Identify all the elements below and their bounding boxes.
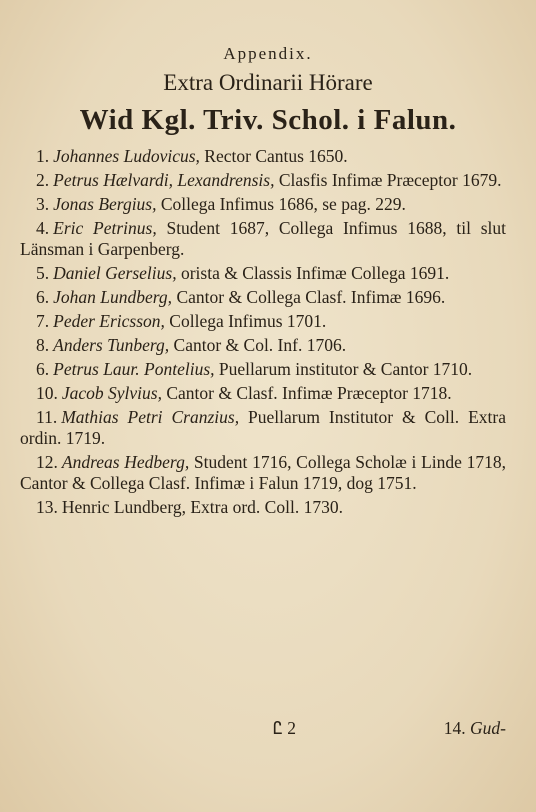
catchword [444,718,506,739]
list-item [20,287,506,308]
entry-name: Daniel Gerselius, [53,263,177,283]
entry-name: Jacob Sylvius, [61,383,162,403]
list-item [20,170,506,191]
entry-name: Peder Ericsson, [53,311,165,331]
entry-text: Clasfis Infimæ Præceptor 1679. [274,170,502,190]
entry-name: Mathias Petri Cranzius, [61,407,240,427]
catchword-text: Gud- [470,718,506,738]
entry-name: Johan Lundberg, [53,287,173,307]
title-line-1: Extra Ordinarii Hörare [163,70,373,95]
entry-text: Henric Lundberg, Extra ord. Coll. 1730. [61,497,343,517]
entry-text: Puellarum Institutor & Coll. Extra ordin. 1719. [20,407,506,448]
list-item [20,407,506,449]
entry-name: Eric Petrinus, [53,218,157,238]
signature-mark: Ꮭ 2 [273,718,296,738]
entry-text: orista & Classis Infimæ Collega 1691. [176,263,450,283]
entry-number: 1. [36,146,50,166]
list-item [20,311,506,332]
entry-number: 5. [36,263,50,283]
list-item [20,146,506,167]
list-item [20,335,506,356]
entry-text: Puellarum institutor & Cantor 1710. [214,359,473,379]
entry-name: Jonas Bergius, [53,194,157,214]
entry-text: Cantor & Col. Inf. 1706. [169,335,347,355]
entry-number: 3. [36,194,50,214]
entry-name: Andreas Hedberg, [61,452,190,472]
entry-number: 10. [36,383,58,403]
entry-number: 6. [36,359,50,379]
title-line-2: Wid Kgl. Triv. Schol. i Falun. [79,104,457,136]
entry-text: Rector Cantus 1650. [199,146,348,166]
entry-name: Petrus Hælvardi, Lexandrensis, [53,170,275,190]
list-item [20,497,506,518]
catchword-number: 14. [443,718,466,738]
entry-name: Anders Tunberg, [53,335,170,355]
entry-text: Student 1716, Collega Scholæ i Linde 1718, Cantor & Collega Clasf. Infimæ i Falun 1719, dog 1751. [20,452,506,493]
entry-number: 4. [36,218,50,238]
entry-number: 6. [36,287,50,307]
entry-name: Petrus Laur. Pontelius, [53,359,215,379]
entry-text: Collega Infimus 1701. [164,311,327,331]
entry-text: Cantor & Collega Clasf. Infimæ 1696. [172,287,446,307]
appendix-heading: Appendix. [223,44,313,63]
entry-text: Cantor & Clasf. Infimæ Præceptor 1718. [161,383,452,403]
list-item [20,359,506,380]
list-item [20,263,506,284]
entry-text: Collega Infimus 1686, se pag. 229. [156,194,406,214]
entry-number: 7. [36,311,50,331]
entry-number: 13. [36,497,58,517]
list-item [20,452,506,494]
entry-name: Johannes Ludovicus, [53,146,200,166]
list-item [20,218,506,260]
list-item [20,194,506,215]
entry-text: Student 1687, Collega Infimus 1688, til slut Länsman i Garpenberg. [20,218,507,259]
entry-list [20,146,506,521]
page-footer [20,718,506,742]
entry-number: 8. [36,335,50,355]
list-item [20,383,506,404]
entry-number: 11. [36,407,58,427]
entry-number: 2. [36,170,50,190]
entry-number: 12. [36,452,58,472]
